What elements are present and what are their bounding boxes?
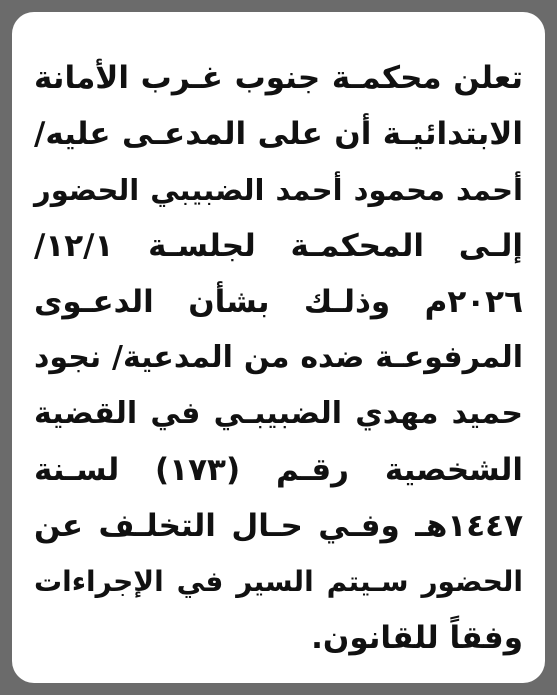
notice-line-10: الحضور سـيتم السير في الإجراءات (34, 565, 523, 598)
notice-line-8: الشخصية رقـم (١٧٣) لسـنة (34, 452, 523, 488)
notice-line-6: المرفوعـة ضده من المدعية/ نجود (34, 340, 523, 375)
notice-text (34, 50, 523, 666)
notice-line-1: تعلن محكمـة جنوب غـرب الأمانة (34, 60, 523, 96)
notice-line-5: ٢٠٢٦م وذلـك بشأن الدعـوى (34, 284, 523, 320)
notice-line-11: وفقاً للقانون. (311, 620, 523, 656)
notice-line-9: ١٤٤٧هـ وفـي حـال التخلـف عن (34, 508, 523, 544)
notice-line-2: الابتدائيـة أن على المدعـى عليه/ (34, 116, 523, 152)
notice-line-7: حميد مهدي الضبيبـي في القضية (34, 396, 523, 431)
notice-line-3: أحمد محمود أحمد الضبيبي الحضور (34, 173, 523, 207)
notice-card (12, 12, 545, 683)
notice-line-4: إلـى المحكمـة لجلسـة ١٢/١/ (34, 228, 523, 264)
